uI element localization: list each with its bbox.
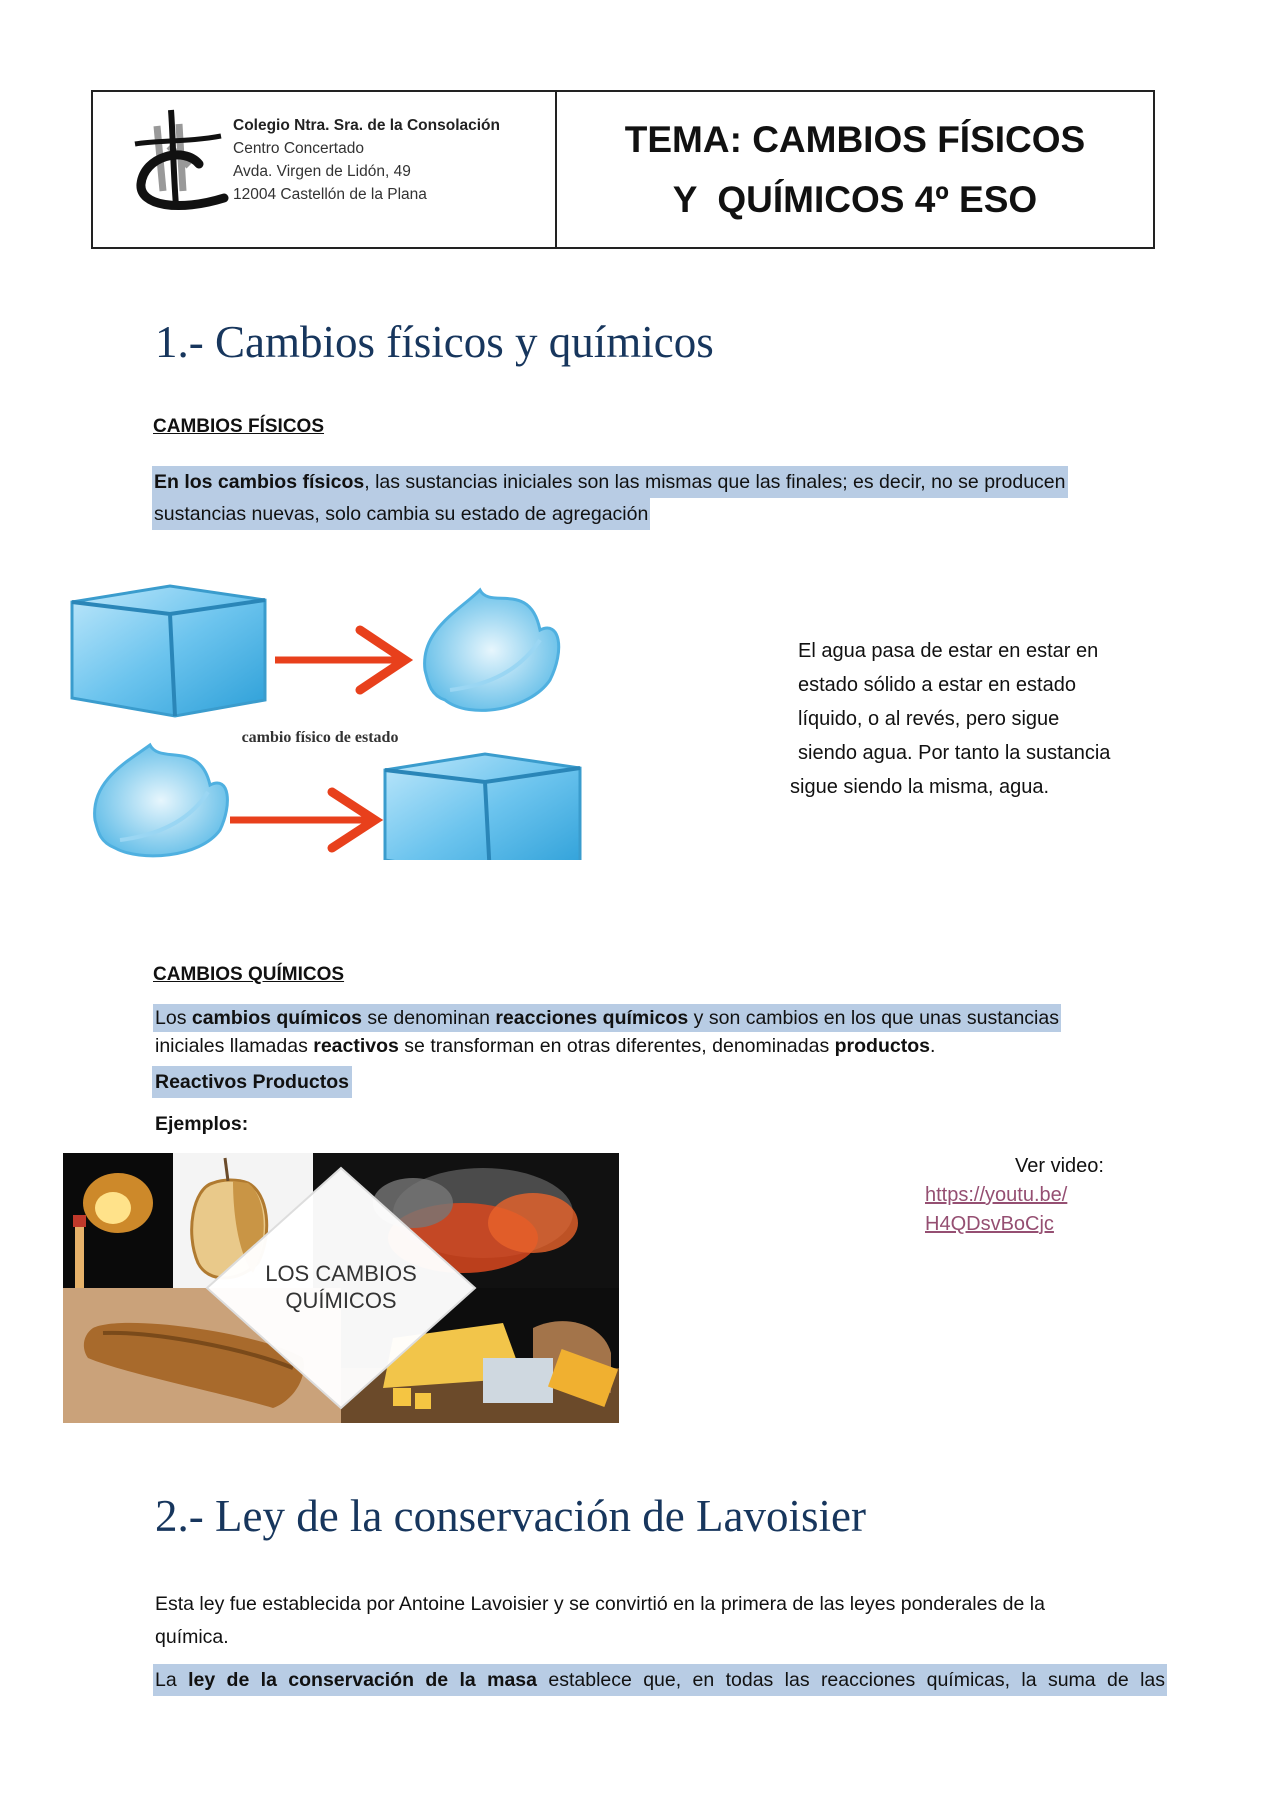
- collage-title-line-2: QUÍMICOS: [285, 1288, 397, 1313]
- reactivos-productos-label: Reactivos Productos: [152, 1066, 352, 1098]
- intro-line-2: química.: [155, 1626, 229, 1648]
- text: .: [929, 1035, 936, 1057]
- conservation-law-line: [153, 1664, 1167, 1696]
- explanation-line: estado sólido a estar en estado: [798, 674, 1076, 696]
- ice-cube-icon: [385, 754, 580, 860]
- school-info: [233, 114, 500, 206]
- document-title: [557, 92, 1153, 247]
- quimicos-line-1: [153, 1004, 1061, 1032]
- fisicos-line-1-text: , las sustancias iniciales son las mismas que las finales; es decir, no se producen: [364, 471, 1066, 493]
- water-explanation: [790, 634, 1110, 804]
- video-link[interactable]: [925, 1181, 1104, 1210]
- section-1-heading: 1.- Cambios físicos y químicos: [155, 317, 714, 367]
- bold-term: ley de la conservación de la masa: [188, 1669, 537, 1691]
- fisicos-line-2: sustancias nuevas, solo cambia su estado de agregación: [152, 498, 650, 530]
- fisicos-line-1: [152, 466, 1068, 498]
- explanation-line: siendo agua. Por tanto la sustancia: [798, 742, 1111, 764]
- text: Los: [155, 1007, 192, 1029]
- explanation-line: líquido, o al revés, pero sigue: [798, 708, 1060, 730]
- text: se transforman en otras diferentes, denominadas: [398, 1035, 835, 1057]
- school-city: 12004 Castellón de la Plana: [233, 186, 427, 203]
- bold-term: productos: [834, 1035, 930, 1057]
- video-link[interactable]: [925, 1210, 1104, 1239]
- school-address: Avda. Virgen de Lidón, 49: [233, 163, 411, 180]
- text: establece que, en todas las reacciones químicas, la suma de las: [537, 1669, 1165, 1691]
- school-type: Centro Concertado: [233, 140, 364, 157]
- title-line-2: Y QUÍMICOS 4º ESO: [672, 178, 1038, 220]
- fisicos-bold-term: En los cambios físicos: [154, 471, 365, 493]
- document-header: [91, 90, 1155, 249]
- school-name: Colegio Ntra. Sra. de la Consolación: [233, 117, 500, 134]
- video-link-line-1[interactable]: https://youtu.be/: [925, 1184, 1068, 1206]
- arrow-right-icon: [275, 630, 405, 690]
- ejemplos-label: Ejemplos:: [155, 1113, 249, 1135]
- quimicos-paragraph: [153, 1004, 1061, 1060]
- explanation-line: sigue siendo la misma, agua.: [790, 776, 1050, 798]
- subheading-cambios-quimicos: CAMBIOS QUÍMICOS: [153, 964, 345, 985]
- text: se denominan: [362, 1007, 496, 1029]
- ice-cube-icon: [72, 586, 265, 716]
- intro-line-1: Esta ley fue establecida por Antoine Lavoisier y se convirtió en la primera de las leyes ponderales de la: [155, 1593, 1045, 1615]
- title-line-1: TEMA: CAMBIOS FÍSICOS: [624, 118, 1086, 160]
- diagram-caption: cambio físico de estado: [241, 729, 399, 746]
- video-link-line-2[interactable]: H4QDsvBoCjc: [925, 1213, 1054, 1235]
- bold-term: cambios químicos: [191, 1007, 362, 1029]
- water-splash-icon: [95, 745, 228, 856]
- state-change-diagram: [60, 570, 640, 860]
- bold-term: reacciones químicos: [495, 1007, 689, 1029]
- fisicos-paragraph: [152, 466, 1068, 530]
- water-splash-icon: [425, 590, 559, 710]
- collage-title-line-1: LOS CAMBIOS: [265, 1261, 417, 1286]
- text: La: [155, 1669, 189, 1691]
- subheading-cambios-fisicos: CAMBIOS FÍSICOS: [153, 416, 325, 437]
- arrow-right-icon: [230, 792, 375, 848]
- school-logo-icon: [129, 106, 229, 214]
- text: iniciales llamadas: [155, 1035, 314, 1057]
- reactivos-productos: [152, 1066, 352, 1098]
- text: y son cambios en los que unas sustancias: [688, 1007, 1059, 1029]
- section-2-heading: 2.- Ley de la conservación de Lavoisier: [155, 1491, 866, 1541]
- video-label: Ver video:: [1015, 1155, 1104, 1177]
- lavoisier-intro: [155, 1588, 1045, 1654]
- conservation-law-paragraph: [153, 1664, 1167, 1696]
- bold-term: reactivos: [313, 1035, 399, 1057]
- video-reference: [925, 1152, 1104, 1239]
- explanation-line: El agua pasa de estar en estar en: [798, 640, 1099, 662]
- chemical-changes-collage: [63, 1153, 619, 1423]
